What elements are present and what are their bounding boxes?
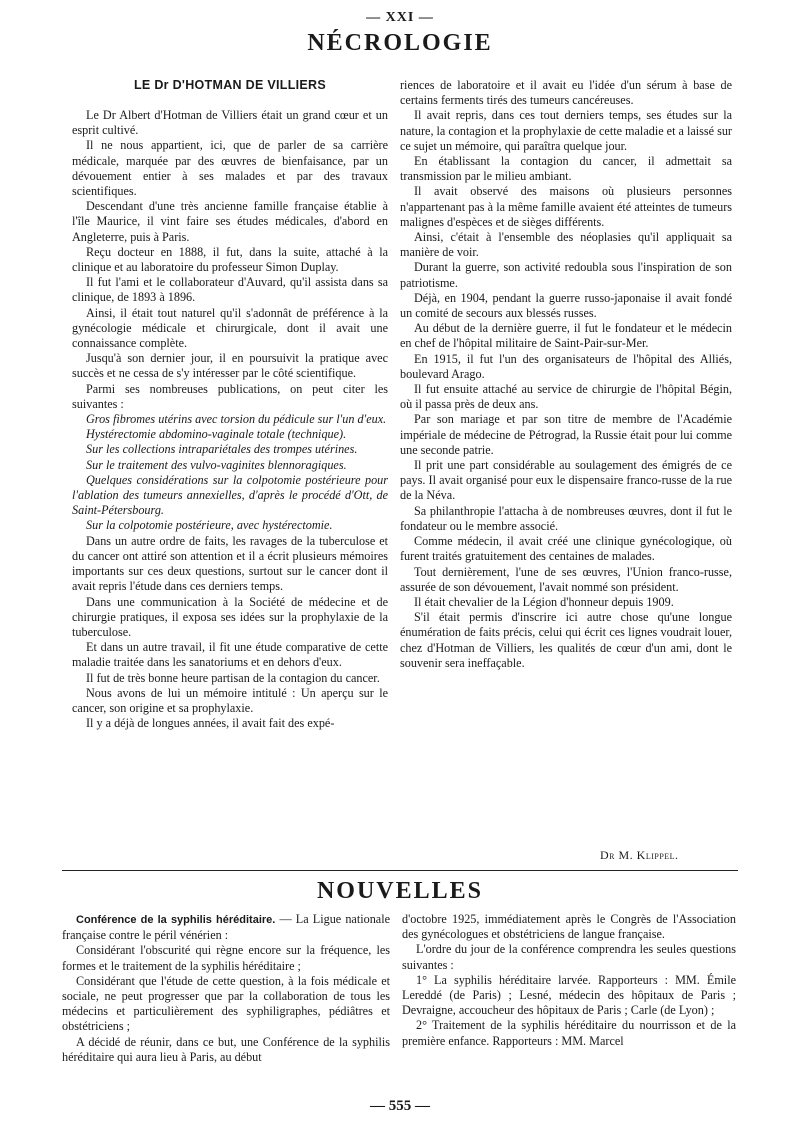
news-left-paragraph: Considérant l'obscurité qui règne encore sur la fréquence, les formes et le traitement de la syphilis héréditaire ; [62, 943, 390, 973]
news-lead-title: Conférence de la syphilis héréditaire. [76, 914, 276, 926]
section-title-necrologie: NÉCROLOGIE [307, 30, 493, 56]
news-right-paragraph: L'ordre du jour de la conférence comprendra les seules questions suivantes : [402, 942, 736, 972]
article-right-paragraph: Il était chevalier de la Légion d'honneur depuis 1909. [414, 594, 674, 609]
article-signature: Dr M. Klippel. [600, 848, 679, 862]
article-right-paragraph: riences de laboratoire et il avait eu l'idée d'un sérum à base de certains ferments tirés des tumeurs cancéreuses. [400, 78, 732, 108]
article-right-paragraph: En 1915, il fut l'un des organisateurs de l'hôpital des Alliés, boulevard Arago. [400, 351, 732, 381]
article-left-paragraph: Il y a déjà de longues années, il avait fait des expé- [86, 716, 335, 731]
section-divider [62, 870, 738, 871]
article-right-paragraph: Il avait repris, dans ces tout derniers temps, ses études sur la nature, la contagion et la prophylaxie de cette maladie et a laissé sur ce sujet un mémoire, qui paraîtra quelque jour. [400, 108, 732, 153]
page-number-roman: — XXI — [366, 10, 434, 25]
article-left-paragraph: Quelques considérations sur la colpotomie postérieure pour l'ablation des tumeurs annexielles, d'après le procédé d'Ott, de Saint-Pétersbourg. [72, 472, 388, 518]
article-left-paragraph: Descendant d'une très ancienne famille française établie à l'île Maurice, il vint faire ses études médicales, d'abord en Angleterre, puis à Paris. [72, 199, 388, 244]
article-left-paragraph: Il ne nous appartient, ici, que de parler de sa carrière médicale, marquée par des œuvres de bienfaisance, par un dévouement entier à ses malades et par des travaux scientifiques. [72, 138, 388, 199]
article-right-paragraph: Tout dernièrement, l'une de ses œuvres, l'Union franco-russe, assurée de son dévouement, l'avait nommé son président. [400, 564, 732, 594]
article-left-paragraph: Jusqu'à son dernier jour, il en poursuivit la pratique avec succès et ne cessa de s'y intéresser par le côté scientifique. [72, 351, 388, 381]
news-left-paragraph: A décidé de réunir, dans ce but, une Conférence de la syphilis héréditaire qui aura lieu à Paris, au début [62, 1034, 390, 1064]
article-left-paragraph: Dans un autre ordre de faits, les ravages de la tuberculose et du cancer ont attiré son attention et il a écrit plusieurs mémoires importants sur ces deux questions, surtout sur le cancer dont il avait repris l'étude dans ces derniers temps. [72, 533, 388, 594]
news-right-paragraph: 1° La syphilis héréditaire larvée. Rapporteurs : MM. Émile Lereddé (de Paris) ; Lesné, médecin des hôpitaux de Paris ; Devraigne, accoucheur des hôpitaux de Paris ; Carle (de Lyon) ; [402, 972, 736, 1018]
article-left-paragraph: Gros fibromes utérins avec torsion du pédicule sur l'un d'eux. [86, 412, 387, 427]
article-right-paragraph: Au début de la dernière guerre, il fut le fondateur et le médecin en chef de l'hôpital militaire de Saint-Pair-sur-Mer. [400, 321, 732, 351]
article-left-paragraph: Et dans un autre travail, il fit une étude comparative de cette maladie traitée dans les sanatoriums et en dehors d'eux. [72, 640, 388, 670]
news-right-paragraph: d'octobre 1925, immédiatement après le Congrès de l'Association des gynécologues et obstétriciens de langue française. [402, 912, 736, 942]
article-left-paragraph: Le Dr Albert d'Hotman de Villiers était un grand cœur et un esprit cultivé. [72, 108, 388, 138]
article-heading: LE Dr D'HOTMAN DE VILLIERS [133, 78, 327, 92]
article-right-paragraph: En établissant la contagion du cancer, il admettait sa transmission par le milieu ambiant. [400, 154, 732, 184]
article-right-paragraph: Déjà, en 1904, pendant la guerre russo-japonaise il avait fondé un comité de secours aux blessés russes. [400, 290, 732, 321]
news-lead-text: — La Ligue nationale française contre le péril vénérien : [62, 912, 390, 943]
article-left-paragraph: Sur les collections intrapariétales des trompes utérines. [86, 442, 358, 457]
article-left-paragraph: Reçu docteur en 1888, il fut, dans la suite, attaché à la clinique et au laboratoire du professeur Simon Duplay. [72, 244, 388, 275]
article-right-paragraph: Par son mariage et par son titre de membre de l'Académie impériale de médecine de Pétrograd, la Russie était pour lui comme une seconde patrie. [400, 412, 732, 457]
article-left-paragraph: Hystérectomie abdomino-vaginale totale (technique). [86, 427, 347, 442]
article-left-paragraph: Il fut de très bonne heure partisan de la contagion du cancer. [86, 670, 380, 685]
section-title-nouvelles: NOUVELLES [316, 878, 484, 904]
article-left-paragraph: Ainsi, il était tout naturel qu'il s'adonnât de préférence à la gynécologie médicale et chirurgicale, dont il avait une connaissance complète. [72, 305, 388, 351]
news-left-paragraph: Considérant que l'étude de cette question, à la fois médicale et sociale, ne peut progresser que par la collaboration de tous les médecins et particulièrement des syphiligraphes, pédiâtres et obstétriciens ; [62, 973, 390, 1034]
page-number: — 555 — [370, 1098, 430, 1114]
article-column-left [72, 108, 388, 731]
article-right-paragraph: Comme médecin, il avait créé une clinique gynécologique, où furent traités gratuitement des centaines de malades. [400, 534, 732, 564]
article-right-paragraph: Il prit une part considérable au soulagement des émigrés de ce pays. Il avait organisé pour eux le dispensaire franco-russe de la rue de la Néva. [400, 458, 732, 503]
article-right-paragraph: S'il était permis d'inscrire ici autre chose qu'une longue énumération de faits précis, celui qui écrit ces lignes voudrait louer, chez d'Hotman de Villiers, les qualités de cœur d'un ami, dont le souvenir sera ineffaçable. [400, 610, 732, 670]
news-right-paragraph: 2° Traitement de la syphilis héréditaire du nourrisson et de la première enfance. Rapporteurs : MM. Marcel [402, 1018, 736, 1048]
news-lead-paragraph [62, 912, 390, 943]
article-left-paragraph: Nous avons de lui un mémoire intitulé : Un aperçu sur le cancer, son origine et sa prophylaxie. [72, 685, 388, 715]
article-left-paragraph: Dans une communication à la Société de médecine et de chirurgie pratiques, il exposa ses idées sur la prophylaxie de la tuberculose. [72, 594, 388, 639]
article-right-paragraph: Il fut ensuite attaché au service de chirurgie de l'hôpital Bégin, où il passa près de deux ans. [400, 382, 732, 412]
news-column-left [62, 912, 390, 1065]
article-left-paragraph: Parmi ses nombreuses publications, on peut citer les suivantes : [72, 381, 388, 411]
article-left-paragraph: Il fut l'ami et le collaborateur d'Auvard, qu'il assista dans sa clinique, de 1893 à 1896. [72, 275, 388, 305]
article-right-paragraph: Sa philanthropie l'attacha à de nombreuses œuvres, dont il fut le fondateur ou le membre associé. [400, 503, 732, 533]
article-left-paragraph: Sur le traitement des vulvo-vaginites blennoragiques. [86, 457, 347, 472]
news-left-body [62, 943, 390, 1065]
article-left-paragraph: Sur la colpotomie postérieure, avec hystérectomie. [86, 518, 333, 533]
article-right-paragraph: Il avait observé des maisons où plusieurs personnes n'appartenant pas à la même famille avaient été atteintes de tumeurs malignes d'espèces et de sièges différents. [400, 184, 732, 229]
news-column-right [402, 912, 736, 1049]
article-right-paragraph: Ainsi, c'était à l'ensemble des néoplasies qu'il appliquait sa manière de voir. [400, 230, 732, 260]
article-column-right [400, 78, 732, 671]
article-right-paragraph: Durant la guerre, son activité redoubla sous l'inspiration de son patriotisme. [400, 260, 732, 290]
